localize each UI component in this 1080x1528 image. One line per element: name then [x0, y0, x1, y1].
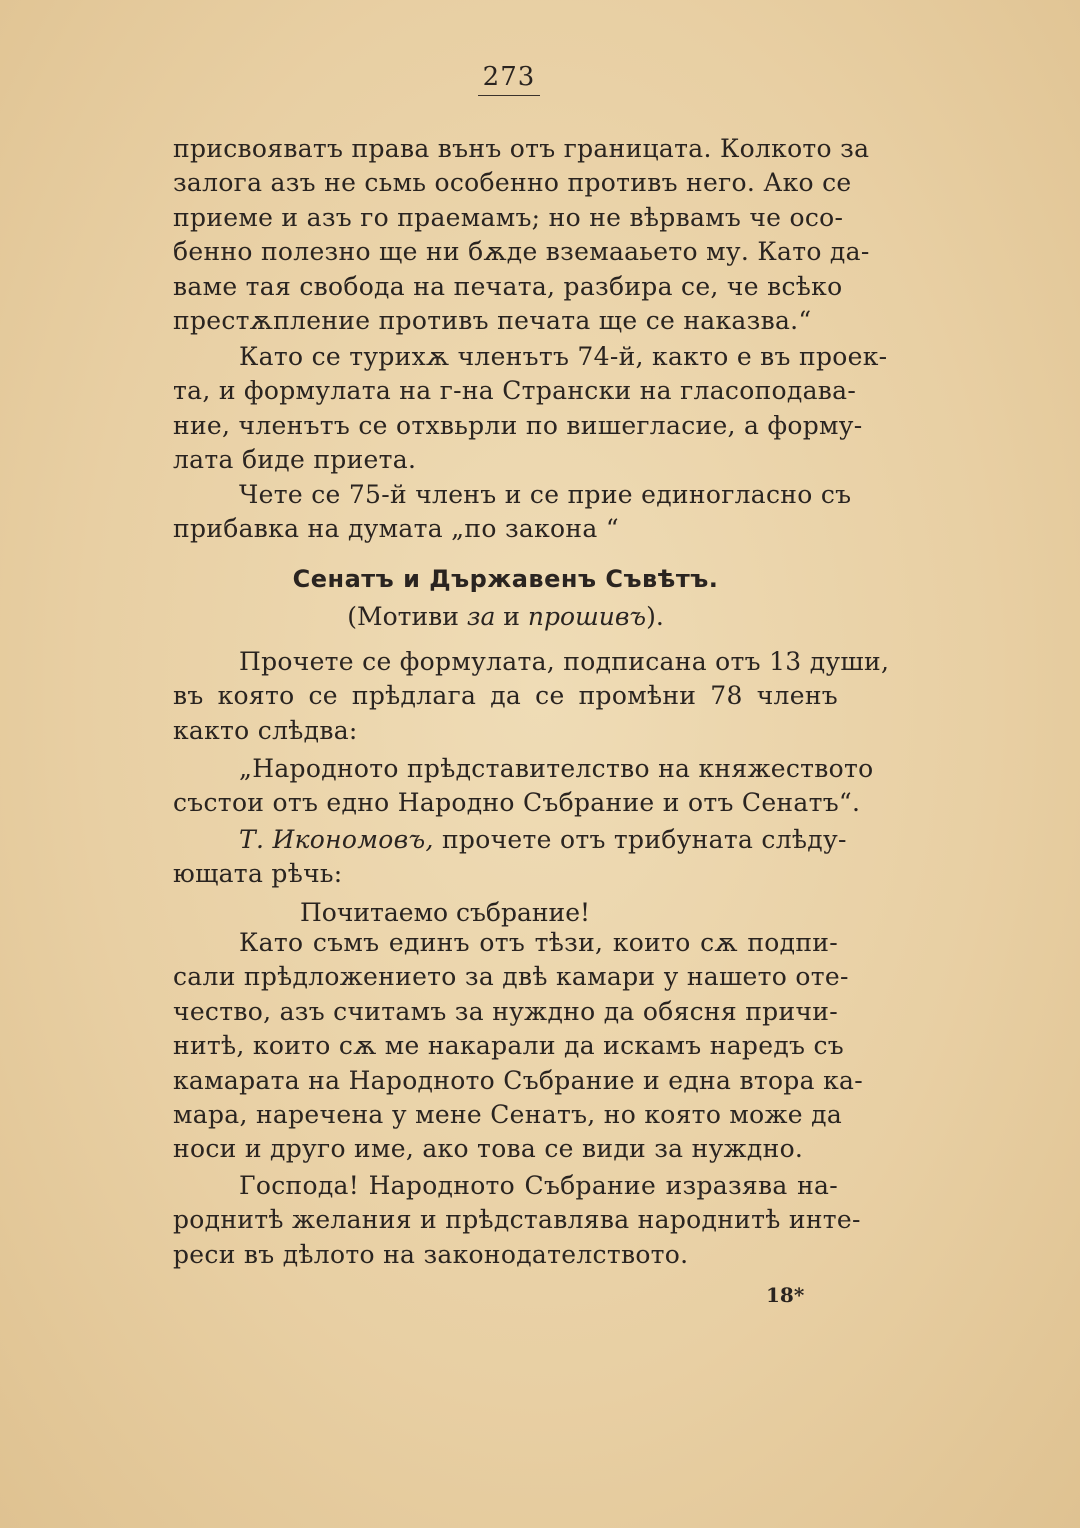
text-line: Прочете се формулата, подписана отъ 13 души, — [239, 647, 890, 676]
page-number: 273 — [478, 62, 540, 96]
subheading-close: ). — [646, 602, 664, 631]
text-line: бенно полезно ще ни бѫде вземааьето му. Като да- — [173, 237, 870, 267]
section-subheading — [173, 602, 838, 631]
text-line: Чете се 75-й членъ и се прие единогласно съ — [239, 480, 852, 509]
speaker-name: Т. Икономовъ, — [239, 825, 434, 854]
paragraph-5 — [173, 823, 847, 892]
paragraph-4 — [173, 645, 890, 748]
text-line: та, и формулата на г-на Странски на гласоподава- — [173, 376, 857, 406]
speech-address: Почитаемо събрание! — [300, 898, 591, 927]
text-line: присвояватъ права вънъ отъ границата. Колкото за — [173, 134, 870, 163]
paragraph-1 — [173, 132, 870, 338]
text-line: лата биде приета. — [173, 445, 417, 475]
text-line: ваме тая свобода на печата, разбира се, че всѣко — [173, 271, 843, 301]
text-line: реси въ дѣлото на законодателството. — [173, 1239, 689, 1269]
section-heading: Сенатъ и Държавенъ Съвѣтъ. — [292, 565, 719, 593]
text-line: „Народното прѣдставителство на княжеството — [239, 754, 874, 783]
subheading-and: и — [495, 602, 528, 631]
text-line: Като съмъ единъ отъ тѣзи, които сѫ подпи- — [239, 928, 838, 957]
text-line: прибавка на думата „по закона “ — [173, 514, 619, 544]
text-line: ющата рѣчь: — [173, 859, 343, 889]
text-line: залога азъ не сьмь особенно противъ него. Ако се — [173, 168, 852, 198]
text-line: чество, азъ считамъ за нуждно да обясня причи- — [173, 996, 838, 1026]
text-line: Като се турихѫ членътъ 74-й, както е въ проек- — [239, 342, 888, 371]
text-line: мара, наречена у мене Сенатъ, но която може да — [173, 1099, 843, 1129]
paragraph-6 — [173, 926, 863, 1167]
text-line: въ която се прѣдлага да се промѣни 78 членъ — [173, 681, 838, 711]
text-line: Господа! Народното Събрание изразява на- — [239, 1171, 838, 1200]
subheading-protiv: прошивъ — [527, 602, 647, 631]
subheading-open: (Мотиви — [347, 602, 467, 631]
paragraph-2 — [173, 340, 888, 478]
text-line: сали прѣдложението за двѣ камари у нашето оте- — [173, 962, 849, 992]
text-line: престѫпление противъ печата ще се наказва.“ — [173, 305, 812, 335]
text-line: роднитѣ желания и прѣдставлява народнитѣ инте- — [173, 1205, 861, 1235]
subheading-za: за — [466, 602, 496, 631]
text-line: състои отъ едно Народно Събрание и отъ Сенатъ“. — [173, 788, 861, 818]
text-line — [173, 823, 847, 857]
text-line: ние, членътъ се отхвьрли по вишегласие, а форму- — [173, 410, 863, 440]
text-line: нитѣ, които сѫ ме накарали да искамъ наредъ съ — [173, 1031, 844, 1061]
paragraph-7 — [173, 1169, 861, 1272]
text-line: приеме и азъ го праемамъ; но не вѣрвамъ че осо- — [173, 202, 844, 232]
signature-mark: 18* — [766, 1283, 805, 1307]
paragraph-3 — [173, 478, 852, 547]
quoted-formula — [173, 752, 874, 821]
text-line: носи и друго име, ако това се види за нуждно. — [173, 1134, 804, 1164]
text-line: камарата на Народното Събрание и една втора ка- — [173, 1065, 863, 1095]
speaker-line-rest: прочете отъ трибуната слѣду- — [433, 825, 847, 854]
text-line: както слѣдва: — [173, 715, 358, 745]
